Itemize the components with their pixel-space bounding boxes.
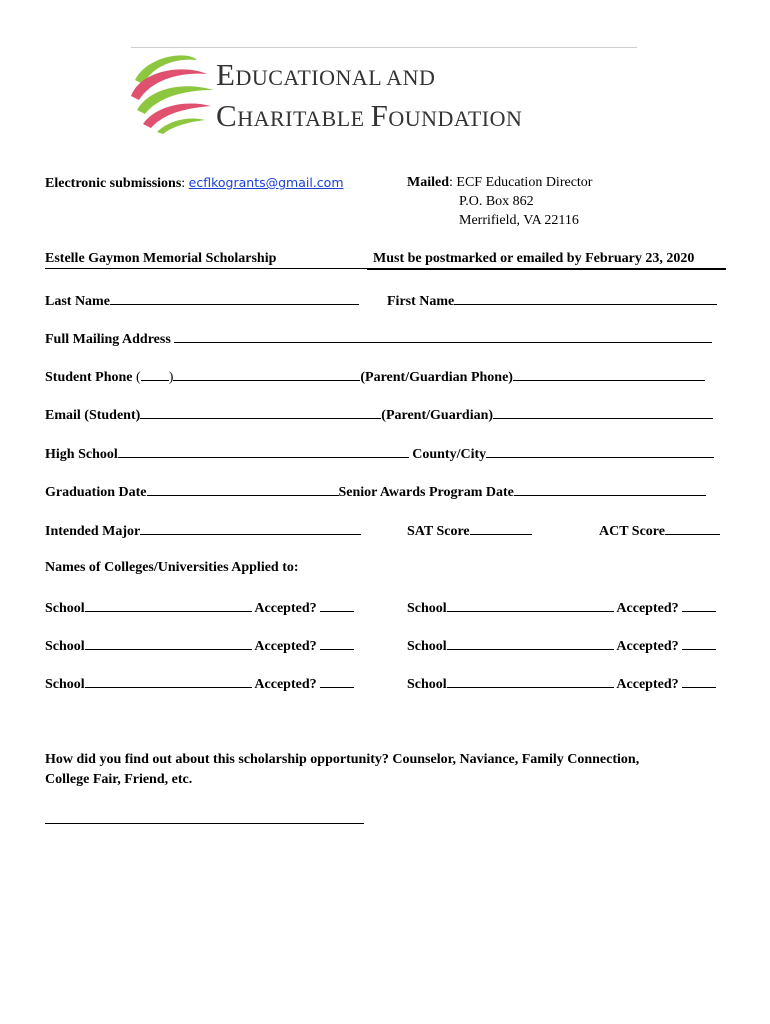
mail-line-2: P.O. Box 862 xyxy=(459,194,534,209)
electronic-submissions: Electronic submissions: ecflkogrants@gmail.com xyxy=(45,175,344,191)
sat-score-field[interactable]: SAT Score xyxy=(407,521,532,541)
school-entry[interactable]: School Accepted? xyxy=(407,674,716,694)
intended-major-field[interactable]: Intended Major xyxy=(45,521,361,541)
student-phone-field[interactable]: Student Phone ( ) (Parent/Guardian Phone) xyxy=(45,367,705,387)
school-entry[interactable]: School Accepted? xyxy=(45,636,354,656)
graduation-date-field[interactable]: Graduation Date Senior Awards Program Date xyxy=(45,482,706,502)
mailed-label-line: Mailed: ECF Education Director xyxy=(407,175,593,190)
submission-email-link[interactable]: ecflkogrants@gmail.com xyxy=(188,175,344,190)
header-rule-left xyxy=(45,268,367,269)
top-rule xyxy=(131,47,637,48)
email-field[interactable]: Email (Student) (Parent/Guardian) xyxy=(45,405,713,425)
school-entry[interactable]: School Accepted? xyxy=(407,598,716,618)
school-entry[interactable]: School Accepted? xyxy=(45,598,354,618)
school-entry[interactable]: School Accepted? xyxy=(407,636,716,656)
referral-answer-line[interactable] xyxy=(45,823,364,824)
act-score-field[interactable]: ACT Score xyxy=(599,521,720,541)
first-name-field[interactable]: First Name xyxy=(387,291,717,311)
header-rule-right xyxy=(367,268,726,270)
referral-question-line-2: College Fair, Friend, etc. xyxy=(45,772,193,787)
last-name-field[interactable]: Last Name xyxy=(45,291,359,311)
deadline-notice: Must be postmarked or emailed by February 23, 2020 xyxy=(373,251,695,266)
referral-question: How did you find out about this scholarship opportunity? Counselor, Naviance, Family Connection, xyxy=(45,752,640,767)
mail-line-3: Merrifield, VA 22116 xyxy=(459,213,579,228)
school-entry[interactable]: School Accepted? xyxy=(45,674,354,694)
foundation-name: EDUCATIONAL AND CHARITABLE FOUNDATION xyxy=(216,57,523,133)
mailing-address-field[interactable]: Full Mailing Address xyxy=(45,329,712,349)
colleges-heading: Names of Colleges/Universities Applied to: xyxy=(45,560,299,575)
high-school-field[interactable]: High School County/City xyxy=(45,444,714,464)
foundation-logo-icon xyxy=(127,50,215,134)
scholarship-title: Estelle Gaymon Memorial Scholarship xyxy=(45,251,277,266)
